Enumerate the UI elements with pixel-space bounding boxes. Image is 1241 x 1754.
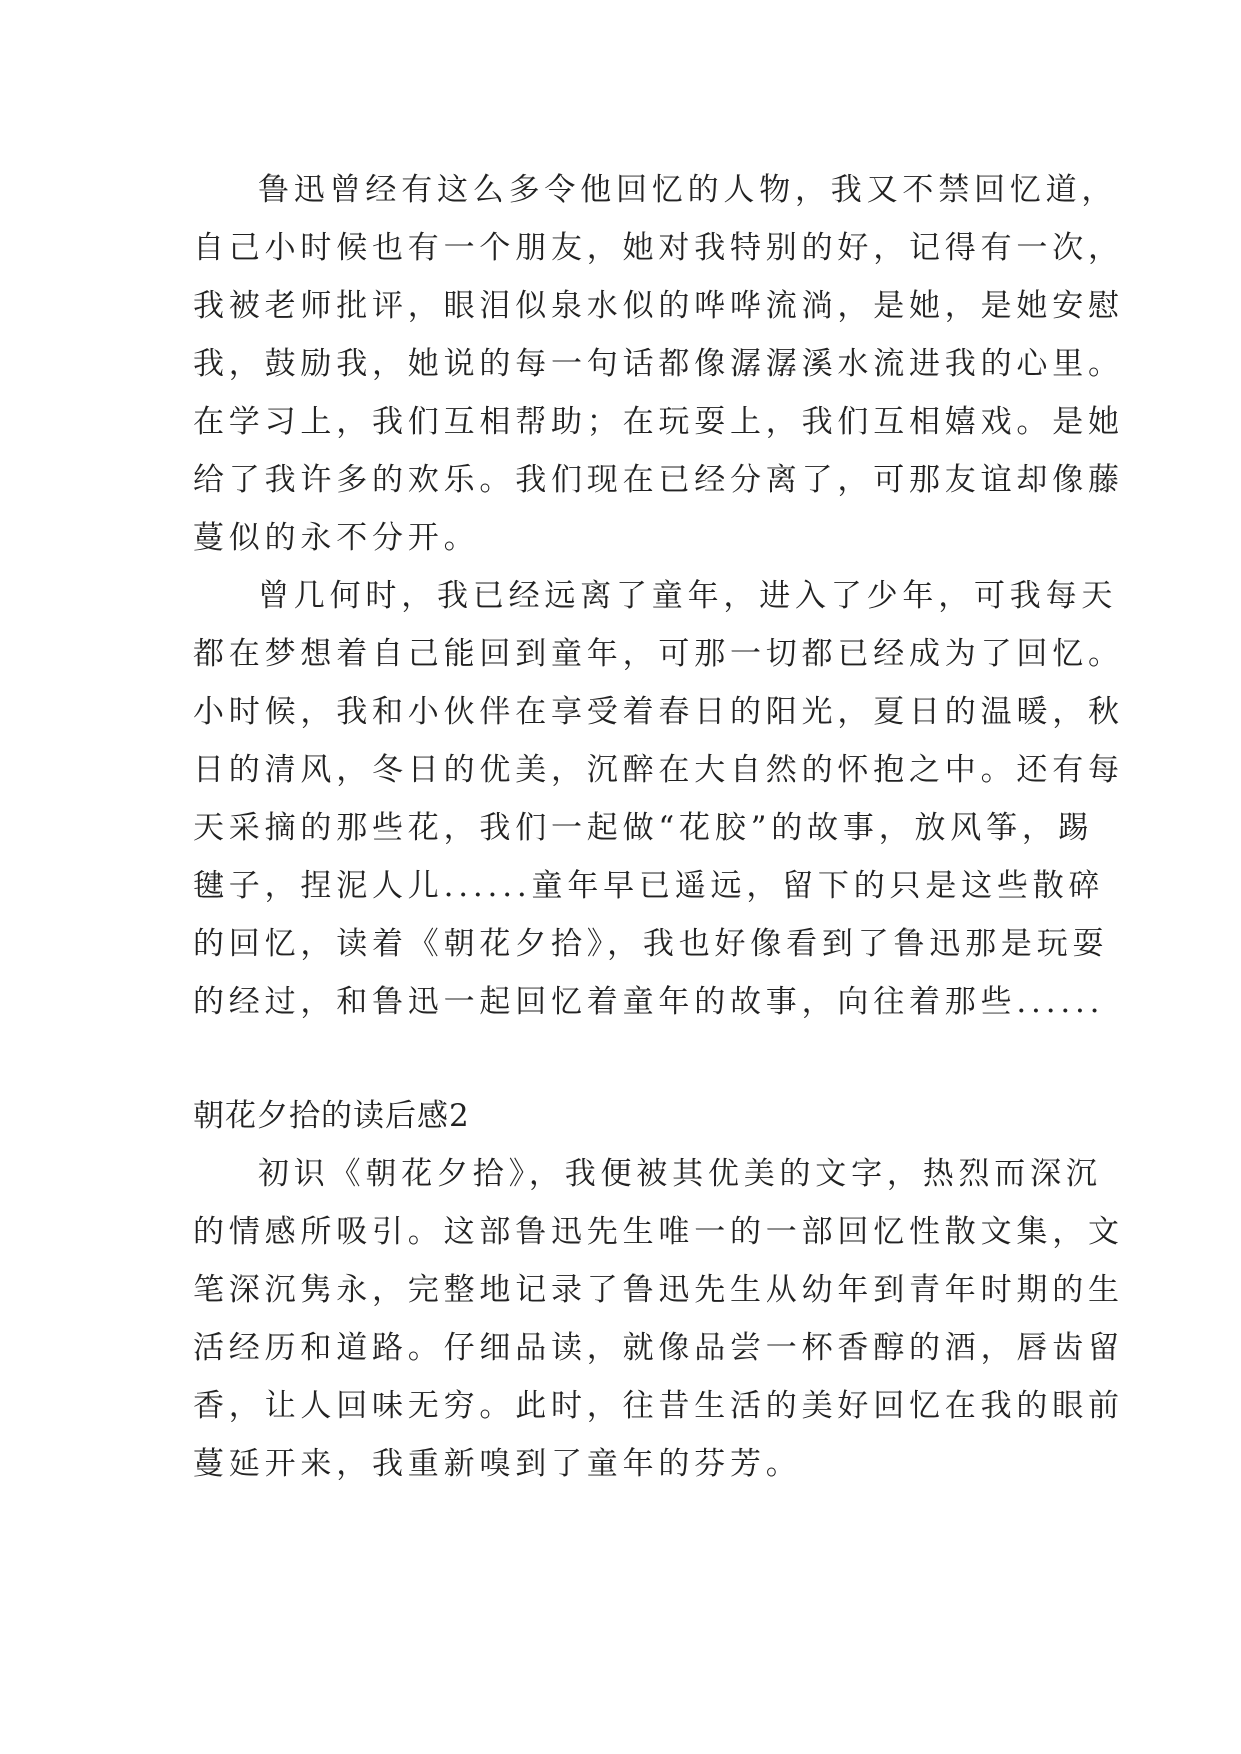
paragraph2-line: 的回忆，读着《朝花夕拾》，我也好像看到了鲁迅那是玩耍 bbox=[193, 926, 1109, 962]
paragraph3-line: 笔深沉隽永，完整地记录了鲁迅先生从幼年到青年时期的生 bbox=[193, 1272, 1124, 1308]
paragraph2-line: 的经过，和鲁迅一起回忆着童年的故事，向往着那些...... bbox=[193, 984, 1105, 1020]
paragraph2-line: 毽子，捏泥人儿......童年早已遥远，留下的只是这些散碎 bbox=[193, 868, 1105, 904]
paragraph2-line: 日的清风，冬日的优美，沉醉在大自然的怀抱之中。还有每 bbox=[193, 752, 1124, 788]
paragraph1-line: 给了我许多的欢乐。我们现在已经分离了，可那友谊却像藤 bbox=[193, 462, 1124, 498]
paragraph3-line: 蔓延开来，我重新嗅到了童年的芬芳。 bbox=[193, 1446, 802, 1482]
paragraph1-line: 在学习上，我们互相帮助；在玩耍上，我们互相嬉戏。是她 bbox=[193, 404, 1124, 440]
paragraph1-line: 我，鼓励我，她说的每一句话都像潺潺溪水流进我的心里。 bbox=[193, 346, 1124, 382]
paragraph1-line: 我被老师批评，眼泪似泉水似的哗哗流淌，是她，是她安慰 bbox=[193, 288, 1124, 324]
paragraph3-line: 的情感所吸引。这部鲁迅先生唯一的一部回忆性散文集，文 bbox=[193, 1214, 1124, 1250]
section-heading: 朝花夕拾的读后感2 bbox=[193, 1098, 470, 1134]
paragraph2-line: 小时候，我和小伙伴在享受着春日的阳光，夏日的温暖，秋 bbox=[193, 694, 1124, 730]
paragraph1-line: 蔓似的永不分开。 bbox=[193, 520, 480, 556]
paragraph2-line: 都在梦想着自己能回到童年，可那一切都已经成为了回忆。 bbox=[193, 636, 1124, 672]
paragraph3-line: 初识《朝花夕拾》，我便被其优美的文字，热烈而深沉 bbox=[258, 1156, 1102, 1192]
paragraph1-line: 鲁迅曾经有这么多令他回忆的人物，我又不禁回忆道， bbox=[258, 172, 1118, 208]
paragraph2-line: 天采摘的那些花，我们一起做“花胶”的故事，放风筝，踢 bbox=[193, 810, 1094, 846]
paragraph3-line: 活经历和道路。仔细品读，就像品尝一杯香醇的酒，唇齿留 bbox=[193, 1330, 1124, 1366]
paragraph2-line: 曾几何时，我已经远离了童年，进入了少年，可我每天 bbox=[258, 578, 1118, 614]
paragraph1-line: 自己小时候也有一个朋友，她对我特别的好，记得有一次， bbox=[193, 230, 1124, 266]
paragraph3-line: 香，让人回味无穷。此时，往昔生活的美好回忆在我的眼前 bbox=[193, 1388, 1124, 1424]
